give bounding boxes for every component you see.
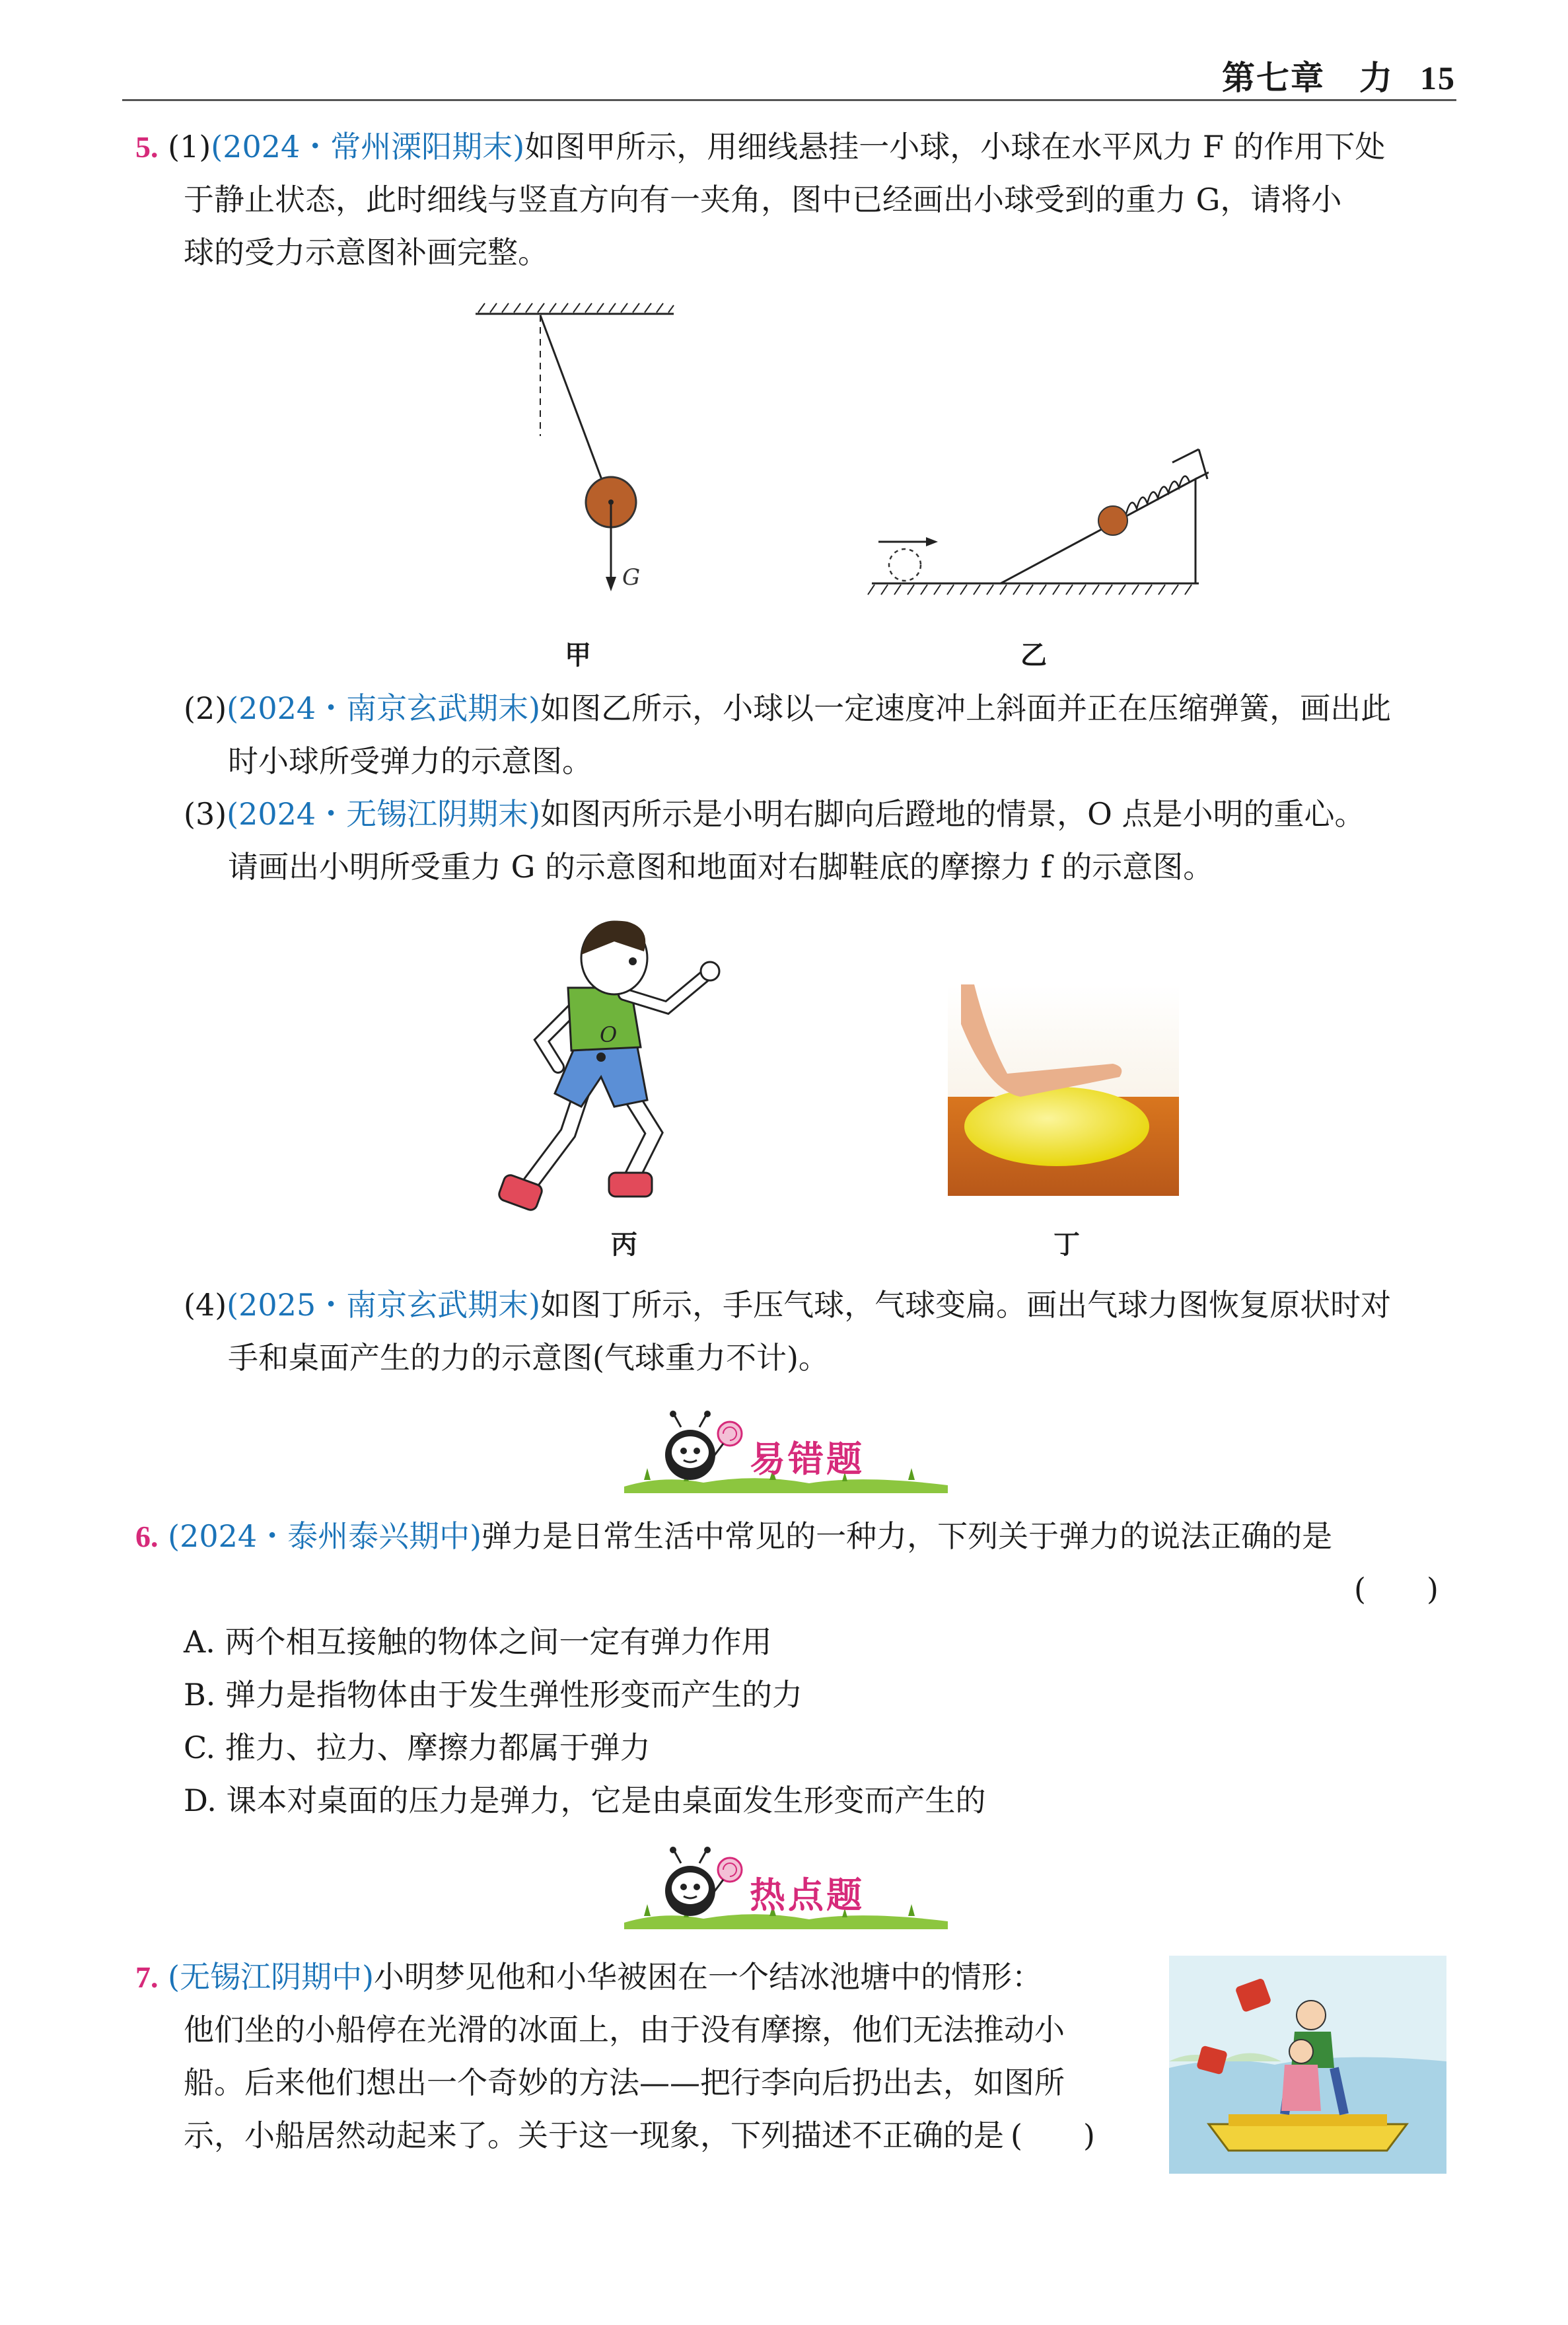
- caption-ding: 丁: [1053, 1230, 1080, 1260]
- page-number: 15: [1420, 59, 1456, 96]
- figure-ding-balloon-photo: [948, 984, 1179, 1196]
- figure-bing-running-boy: [489, 915, 740, 1245]
- q6-option-a[interactable]: A. 两个相互接触的物体之间一定有弹力作用: [184, 1624, 772, 1660]
- figure-jia-pendulum: [469, 301, 680, 618]
- q5-part3-source: (2024・无锡江阴期末): [227, 796, 541, 832]
- q5-part4-text1: 如图丁所示，手压气球，气球变扁。画出气球力图恢复原状时对: [540, 1287, 1392, 1323]
- chapter-title: 第七章 力: [1222, 59, 1394, 97]
- q5-part4-label: (4): [184, 1287, 227, 1323]
- center-of-gravity-dot: [596, 1052, 606, 1062]
- q7-line1: [135, 1957, 1042, 1997]
- ball-on-incline: [1098, 506, 1127, 535]
- q5-number: 5.: [135, 130, 159, 164]
- q5-part2-line1: [184, 688, 1391, 728]
- badge-hot-topic: [624, 1843, 948, 1929]
- figure-q7-boat-on-ice: [1169, 1956, 1446, 2174]
- q6-source: (2024・泰州泰兴期中): [168, 1518, 482, 1554]
- badge-hot-topic-text: 热点题: [750, 1874, 865, 1916]
- q5-part4-source: (2025・南京玄武期末): [227, 1287, 541, 1323]
- q5-part1-line1: [135, 127, 1385, 167]
- badge-error-prone-text: 易错题: [750, 1438, 865, 1480]
- q5-part1-source: (2024・常州溧阳期末): [211, 129, 525, 165]
- q6-stem: [135, 1516, 1332, 1557]
- q5-part3-text1: 如图丙所示是小明右脚向后蹬地的情景，O 点是小明的重心。: [540, 796, 1365, 832]
- q7-answer-blank[interactable]: ( ): [1011, 2118, 1095, 2153]
- q5-part3-label: (3): [184, 796, 227, 832]
- q6-option-d[interactable]: D. 课本对桌面的压力是弹力，它是由桌面发生形变而产生的: [184, 1783, 986, 1818]
- q6-answer-blank[interactable]: ( ): [1354, 1571, 1439, 1607]
- q5-part1-line2: 于静止状态，此时细线与竖直方向有一夹角，图中已经画出小球受到的重力 G，请将小: [184, 182, 1342, 217]
- q5-part1-line3: 球的受力示意图补画完整。: [184, 235, 548, 270]
- caption-jia: 甲: [565, 640, 591, 671]
- q5-part2-text1: 如图乙所示，小球以一定速度冲上斜面并正在压缩弹簧，画出此: [540, 690, 1392, 726]
- q5-part1-label: (1): [168, 129, 211, 165]
- q5-part4-line1: [184, 1285, 1391, 1325]
- string-line: [540, 315, 609, 499]
- q7-text1: 小明梦见他和小华被困在一个结冰池塘中的情形：: [374, 1959, 1043, 1995]
- figure-yi-incline: [865, 443, 1209, 614]
- q6-option-c[interactable]: C. 推力、拉力、摩擦力都属于弹力: [184, 1730, 651, 1765]
- q7-text4: 示，小船居然动起来了。关于这一现象，下列描述不正确的是: [184, 2118, 1004, 2153]
- boat: [1209, 2124, 1407, 2151]
- center-label: O: [600, 1022, 618, 1047]
- badge-error-prone: [624, 1407, 948, 1493]
- caption-bing: 丙: [611, 1230, 637, 1260]
- q7-number: 7.: [135, 1960, 159, 1994]
- q5-part2-line2: 时小球所受弹力的示意图。: [228, 743, 592, 779]
- q7-line3: 船。后来他们想出一个奇妙的方法——把行李向后扔出去，如图所: [184, 2065, 1065, 2100]
- incline: [1001, 479, 1195, 583]
- ball-start-dashed: [889, 549, 921, 581]
- header-rule: [122, 99, 1456, 101]
- q7-line2: 他们坐的小船停在光滑的冰面上，由于没有摩擦，他们无法推动小: [184, 2012, 1065, 2048]
- q5-part3-line1: [184, 794, 1365, 834]
- spring: [1126, 476, 1190, 514]
- q5-part4-line2: 手和桌面产生的力的示意图(气球重力不计)。: [228, 1340, 829, 1376]
- q6-number: 6.: [135, 1520, 159, 1553]
- q5-part2-label: (2): [184, 690, 227, 726]
- q7-source: (无锡江阴期中): [168, 1959, 374, 1995]
- q5-part2-source: (2024・南京玄武期末): [227, 690, 541, 726]
- q5-part1-text1: 如图甲所示，用细线悬挂一小球，小球在水平风力 F 的作用下处: [524, 129, 1386, 165]
- q6-stem-text: 弹力是日常生活中常见的一种力，下列关于弹力的说法正确的是: [481, 1518, 1333, 1554]
- q7-line4: [184, 2116, 1095, 2155]
- gravity-label: G: [622, 564, 641, 591]
- q5-part3-line2: 请画出小明所受重力 G 的示意图和地面对右脚鞋底的摩擦力 f 的示意图。: [228, 849, 1214, 885]
- page-header: [1222, 52, 1456, 99]
- caption-yi: 乙: [1020, 640, 1047, 671]
- q6-option-b[interactable]: B. 弹力是指物体由于发生弹性形变而产生的力: [184, 1677, 803, 1713]
